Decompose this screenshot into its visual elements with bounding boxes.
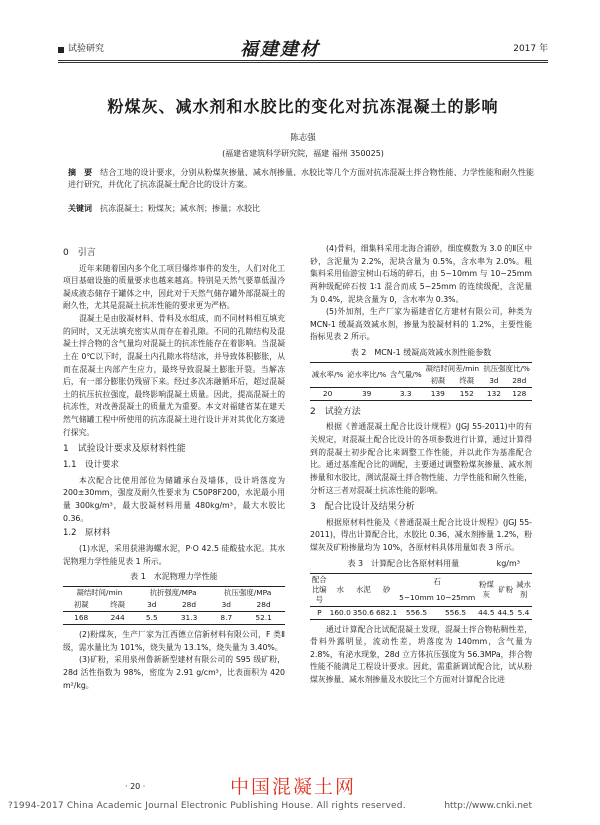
- table-row: [310, 606, 532, 619]
- table-header: 抗压强度比/%: [483, 363, 530, 373]
- table-caption: 表 2 MCN-1 缓凝高效减水剂性能参数: [350, 348, 492, 357]
- table-unit: kg/m³: [496, 558, 520, 568]
- abstract: [68, 167, 534, 192]
- table-row: [63, 612, 285, 625]
- paragraph: (5)外加剂，生产厂家为福建省亿方建材有限公司，种类为 MCN-1 缓凝高效减水剂，掺量为胶凝材料的 1.2%，主要性能指标见表 2 所示。: [310, 307, 532, 342]
- table-caption: [310, 558, 532, 571]
- journal-title: 福建建材: [240, 39, 320, 60]
- table-cell: 139: [430, 388, 445, 398]
- table-cell: 160.0: [329, 607, 351, 617]
- paragraph: 近年来随着国内多个化工项目爆炸事件的发生，人们对化工项目基础设施的质量要求也越来越高。特别是天然气要靠低温冷凝成液态储存于罐体之中，因此对于天然气储存罐外部混凝土的耐久性，尤其是混凝土抗冻性能的要求更为严格。: [63, 263, 285, 311]
- table-cell: 556.5: [405, 607, 428, 617]
- table-header: 砂: [382, 584, 391, 594]
- header-section: [58, 43, 104, 57]
- table-cell: P: [317, 607, 322, 617]
- table-mix-proportion: [310, 573, 532, 620]
- paragraph: (1)水泥，采用获港海螺水泥，P·O 42.5 硅酸盐水泥。其水泥物理力学性能见表 1 所示。: [63, 543, 285, 566]
- article-title: 粉煤灰、减水剂和水胶比的变化对抗冻混凝土的影响: [107, 97, 499, 116]
- author: 陈志强: [290, 133, 316, 143]
- table-subheader: 初凝: [423, 375, 452, 387]
- keywords-text: 抗冻混凝土；粉煤灰；减水剂；掺量；水胶比: [100, 204, 260, 213]
- table-cell: 128: [512, 388, 527, 398]
- left-column: [63, 243, 285, 692]
- table-header: 水泥: [355, 584, 371, 594]
- table-cell: 556.5: [444, 607, 467, 617]
- paragraph: 根据原材料性能及《普通混凝土配合比设计规程》(JGJ 55-2011)，得出计算配合比，水胶比 0.36，减水剂掺量 1.2%，粉煤灰及矿粉掺量均为 10%，各原材料具体用量如表 3 所示。: [310, 517, 532, 553]
- section-heading: 0 引言: [63, 248, 96, 258]
- table-header: 含气量/%: [389, 369, 422, 379]
- header-rule: [58, 60, 548, 61]
- table-cell: 5.4: [517, 607, 530, 617]
- table-cell: 44.5: [478, 607, 495, 617]
- table-subheader: 3d: [210, 599, 242, 611]
- table-subheader: 初凝: [63, 599, 99, 611]
- table-caption-text: 表 3 计算配合比各原材料用量: [347, 558, 460, 568]
- abstract-text: 结合工地的设计要求，分别从粉煤灰掺量、减水剂掺量、水胶比等几个方面对抗冻混凝土拌合物性能、力学性能和耐久性能进行研究，并优化了抗冻混凝土配合比的设计方案。: [68, 168, 535, 190]
- table-cell: 8.7: [220, 613, 233, 623]
- table-cell: 244: [110, 613, 125, 623]
- table-header: 配合比编号: [311, 574, 327, 604]
- table-cell: 3.3: [399, 388, 412, 398]
- paragraph: (3)矿粉，采用泉州鲁新新型建材有限公司的 S95 级矿粉，28d 活性指数为 98%，密度为 2.91 g/cm³，比表面积为 420 m²/kg。: [63, 655, 285, 690]
- table-row: [310, 387, 532, 400]
- table-header: 抗折强度/MPa: [149, 588, 197, 598]
- page-number: · 20 ·: [125, 782, 146, 791]
- table-subheader: 28d: [168, 599, 211, 611]
- table-subheader: 3d: [136, 599, 168, 611]
- table-cell: 31.3: [180, 613, 198, 623]
- table-cell: 132: [486, 388, 501, 398]
- abstract-label: 摘 要: [68, 168, 93, 177]
- keywords-label: 关键词: [68, 204, 92, 213]
- table-cell: 52.1: [255, 613, 272, 623]
- table-subheader: 28d: [242, 599, 285, 611]
- table-cement-properties: [63, 586, 285, 625]
- keywords: [68, 203, 534, 215]
- table-cell: 44.5: [497, 607, 514, 617]
- subsection-heading: 1.1 设计要求: [63, 459, 120, 470]
- table-cell: 39: [361, 388, 372, 398]
- table-caption: 表 1 水泥物理力学性能: [130, 572, 218, 582]
- paragraph: 混凝土是由胶凝材料、骨料及水组成，而不同材料相互填充的同时，又无法填充密实从而存在着孔隙。不同的孔隙结构及混凝土拌合物的含气量均对混凝土的抗冻性能存在着影响。当混凝土在 0℃以下时，混凝土内孔隙水将结冰，并导致体积膨胀，从而在混凝土内部产生应力，最终导致混凝土膨胀开裂。当解冻后，有一部分膨胀仍残留下来。经过多次冻融循环后，超过混凝土的抗压抗拉强度，最终影响混凝土质量。因此，提高混凝土的抗冻性，对改善混凝土的质量尤为重要。本文对福建省某在建天然气储罐工程中所使用的抗冻混凝土进行设计并对其优化方案进行探究。: [63, 314, 285, 437]
- paragraph: (4)骨料，细集料采用北海合浦砂，细度模数为 3.0 的Ⅱ区中砂，含泥量为 2.2%，泥块含量为 0.5%，含水率为 2.0%。粗集料采用仙游宝树山石场的碎石，由 5~10mm 与 10~25mm 两种级配碎石按 1∶1 混合而成 5~25mm 的连续级配，含泥量为 0.4%，泥块含量为 0，含水率为 0.3%。: [310, 244, 532, 304]
- table-header: 矿粉: [498, 584, 514, 594]
- table-cell: 350.6: [352, 607, 374, 617]
- subsection-heading: 1.2 原材料: [63, 528, 111, 539]
- table-subheader: 终凝: [99, 599, 135, 611]
- table-header: 凝结时间差/min: [425, 363, 480, 373]
- table-header: 水: [336, 584, 344, 594]
- right-column: [310, 243, 532, 687]
- affiliation: (福建省建筑科学研究院，福建 福州 350025): [222, 149, 384, 158]
- paragraph: 本次配合比使用部位为储罐承台及墙体，设计坍落度为 200±30mm，强度及耐久性要求为 C50P8F200，水泥最小用量 300kg/m³，最大胶凝材料用量 480kg/m³，最大水胶比 0.36。: [63, 475, 285, 523]
- paragraph: 通过计算配合比试配混凝土发现，混凝土拌合物粘稠性差，骨料外露明显，流动性差，坍落度为 140mm，含气量为 2.8%，有泌水现象，28d 立方体抗压强度为 56.3MPa，拌合物性能不能满足工程设计要求。因此，需重新调试配合比，试从粉煤灰掺量、减水剂掺量及水胶比三个方面对计算配合比进: [310, 624, 532, 685]
- table-header: 凝结时间/min: [76, 588, 123, 598]
- table-header: 减水率/%: [311, 369, 344, 379]
- header-section-label: 试验研究: [68, 44, 105, 54]
- table-header: 石: [433, 576, 441, 586]
- table-header: 减水剂: [516, 579, 531, 599]
- website-link[interactable]: http://www.cnki.net: [444, 801, 532, 811]
- table-cell: 20: [322, 388, 333, 398]
- table-cell: 682.1: [375, 607, 398, 617]
- table-subheader: 3d: [481, 375, 506, 387]
- table-cell: 5.5: [145, 613, 158, 623]
- section-heading: 3 配合比设计及结果分析: [310, 502, 415, 513]
- paragraph: (2)粉煤灰，生产厂家为江西德立信新材料有限公司，F 类Ⅱ级，需水量比为 101%，烧失量为 13.1%，烧失量为 3.40%。: [63, 630, 285, 652]
- table-cell: 152: [459, 388, 474, 398]
- table-subheader: 28d: [507, 375, 532, 387]
- section-heading: 2 试验方法: [310, 406, 361, 417]
- table-subheader: 终凝: [452, 375, 481, 387]
- paragraph: 根据《普通混凝土配合比设计规程》(JGJ 55-2011)中的有关规定，对混凝土配合比设计的各项参数进行计算，通过计算得到的混凝土初步配合比来调整工作性能，并以此作为基准配合比。通过基准配合比的调配，主要通过调整粉煤灰掺量、减水剂掺量和水胶比，测试混凝土拌合物性能、力学性能和耐久性能，分析这三者对混凝土抗冻性能的影响。: [310, 422, 532, 495]
- table-admixture-properties: [310, 362, 532, 401]
- table-subheader: 10~25mm: [435, 590, 476, 606]
- header-year: 2017 年: [513, 44, 548, 54]
- table-cell: 168: [74, 613, 89, 623]
- table-header: 粉煤灰: [478, 579, 494, 599]
- header-rule-thin: [58, 62, 548, 63]
- copyright-notice: ?1994-2017 China Academic Journal Electronic Publishing House. All rights reserved.: [8, 801, 406, 811]
- section-heading: 1 试验设计要求及原材料性能: [63, 444, 186, 455]
- table-header: 泌水率比/%: [347, 369, 387, 379]
- table-subheader: 5~10mm: [398, 590, 435, 606]
- watermark: 中国混凝土网: [230, 776, 357, 798]
- table-header: 抗压强度/MPa: [224, 588, 272, 598]
- square-icon: [58, 47, 64, 53]
